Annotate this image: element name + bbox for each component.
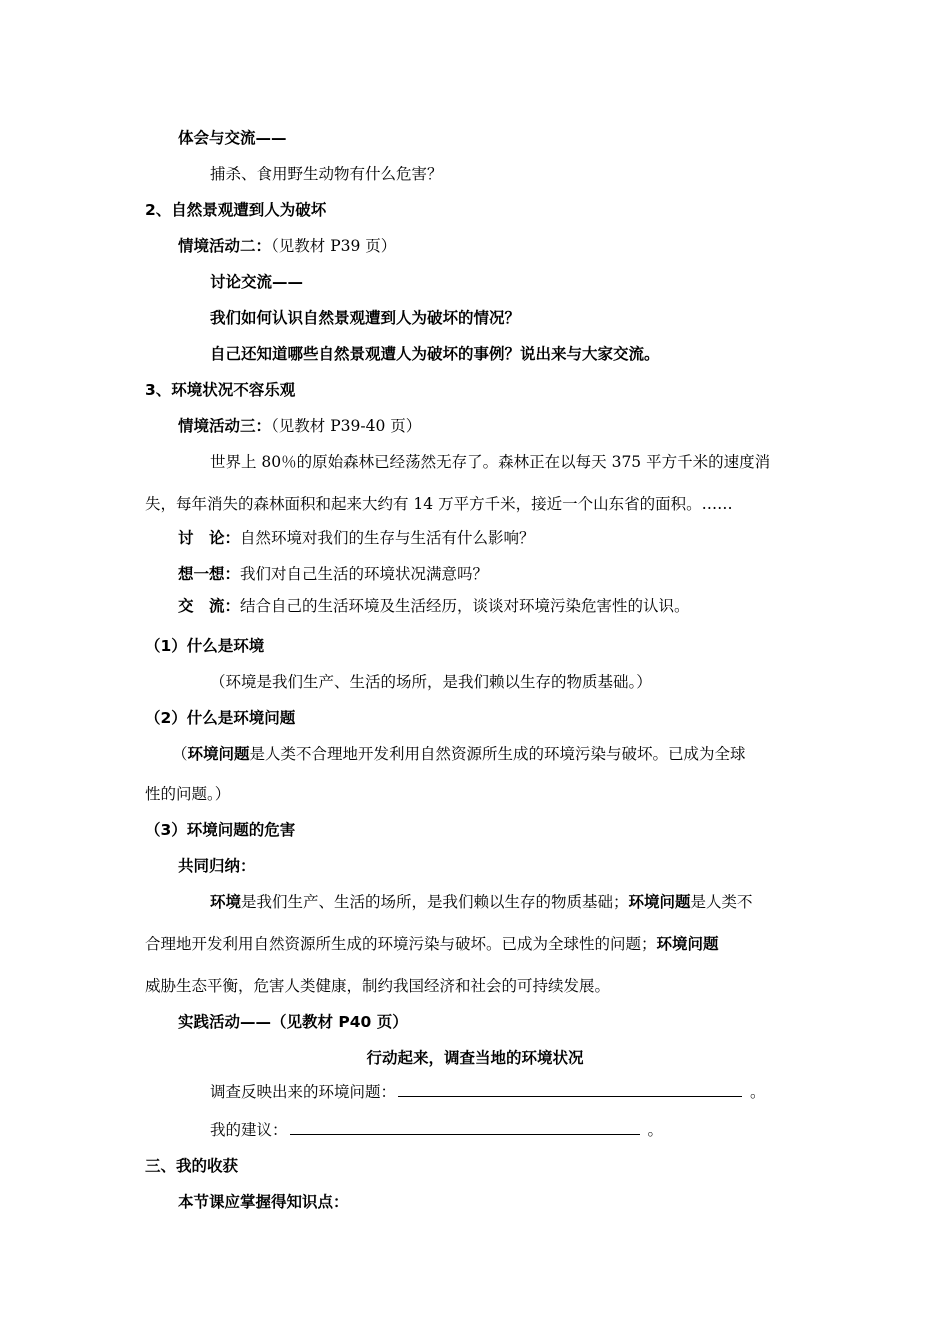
q2-answer-open: （ [172, 745, 188, 763]
q2-answer-term: 环境问题 [187, 745, 250, 763]
summary-label: 共同归纳： [178, 857, 256, 875]
taolun-text: 自然环境对我们的生存与生活有什么影响？ [240, 529, 535, 547]
q2-title: （2）什么是环境问题 [145, 709, 296, 727]
survey-blank[interactable] [398, 1082, 742, 1097]
action-title: 行动起来，调查当地的环境状况 [366, 1049, 584, 1067]
q2-answer-text: 是人类不合理地开发利用自然资源所生成的环境污染与破坏。已成为全球 [249, 745, 746, 763]
jiaoliu-label: 交 流： [178, 597, 241, 615]
activity-2-ref: （见教材 P39 页） [271, 237, 397, 255]
section-3-title: 3、环境状况不容乐观 [145, 381, 296, 399]
advice-period: 。 [647, 1121, 664, 1139]
activity-2-label: 情境活动二： [178, 237, 272, 255]
tihui-question: 捕杀、食用野生动物有什么危害？ [210, 165, 443, 183]
summary-term-problem-2: 环境问题 [656, 935, 719, 953]
advice-blank[interactable] [290, 1120, 640, 1135]
summary-text-3: 合理地开发利用自然资源所生成的环境污染与破坏。已成为全球性的问题； [145, 935, 657, 953]
xiangyixiang-text: 我们对自己生活的环境状况满意吗？ [240, 565, 489, 583]
summary-line-1 [210, 892, 753, 912]
activity-2 [178, 236, 396, 256]
q1-answer: （环境是我们生产、生活的场所，是我们赖以生存的物质基础。） [210, 673, 652, 691]
summary-line-3: 威胁生态平衡，危害人类健康，制约我国经济和社会的可持续发展。 [145, 977, 611, 995]
section-2-title: 2、自然景观遭到人为破坏 [145, 201, 327, 219]
advice-row [210, 1120, 663, 1140]
forest-paragraph-line-2: 失，每年消失的森林面积和起来大约有 14 万平方千米，接近一个山东省的面积。…… [145, 495, 733, 513]
summary-text-2: 是人类不 [690, 893, 753, 911]
practice-heading: 实践活动——（见教材 P40 页） [178, 1013, 408, 1031]
forest-paragraph-line-1: 世界上 80％的原始森林已经荡然无存了。森林正在以每天 375 平方千米的速度消 [210, 453, 771, 471]
q2-answer-line-2: 性的问题。） [145, 785, 231, 803]
xiangyixiang-label: 想一想： [178, 565, 241, 583]
jiaoliu-text: 结合自己的生活环境及生活经历，谈谈对环境污染危害性的认识。 [240, 597, 690, 615]
taolun-row [178, 528, 535, 548]
activity-3 [178, 416, 421, 436]
advice-label: 我的建议： [210, 1121, 288, 1139]
xiangyixiang-row [178, 564, 488, 584]
discuss-question-2: 自己还知道哪些自然景观遭人为破坏的事例？说出来与大家交流。 [210, 345, 660, 363]
summary-text-1: 是我们生产、生活的场所，是我们赖以生存的物质基础； [241, 893, 629, 911]
discuss-question-1: 我们如何认识自然景观遭到人为破坏的情况？ [210, 309, 521, 327]
q2-answer-line-1 [172, 744, 746, 764]
survey-row [210, 1082, 766, 1102]
survey-period: 。 [750, 1083, 766, 1101]
section-harvest-title: 三、我的收获 [145, 1157, 239, 1175]
activity-3-ref: （见教材 P39-40 页） [271, 417, 422, 435]
taolun-label: 讨 论： [178, 529, 241, 547]
jiaoliu-row [178, 596, 690, 616]
summary-term-environment: 环境 [210, 893, 242, 911]
survey-label: 调查反映出来的环境问题： [210, 1083, 397, 1101]
summary-term-problem-1: 环境问题 [628, 893, 691, 911]
tihui-heading: 体会与交流—— [178, 129, 287, 147]
knowledge-points-label: 本节课应掌握得知识点： [178, 1193, 349, 1211]
discuss-heading: 讨论交流—— [210, 273, 304, 291]
q1-title: （1）什么是环境 [145, 637, 265, 655]
q3-title: （3）环境问题的危害 [145, 821, 296, 839]
summary-line-2 [145, 934, 719, 954]
activity-3-label: 情境活动三： [178, 417, 272, 435]
